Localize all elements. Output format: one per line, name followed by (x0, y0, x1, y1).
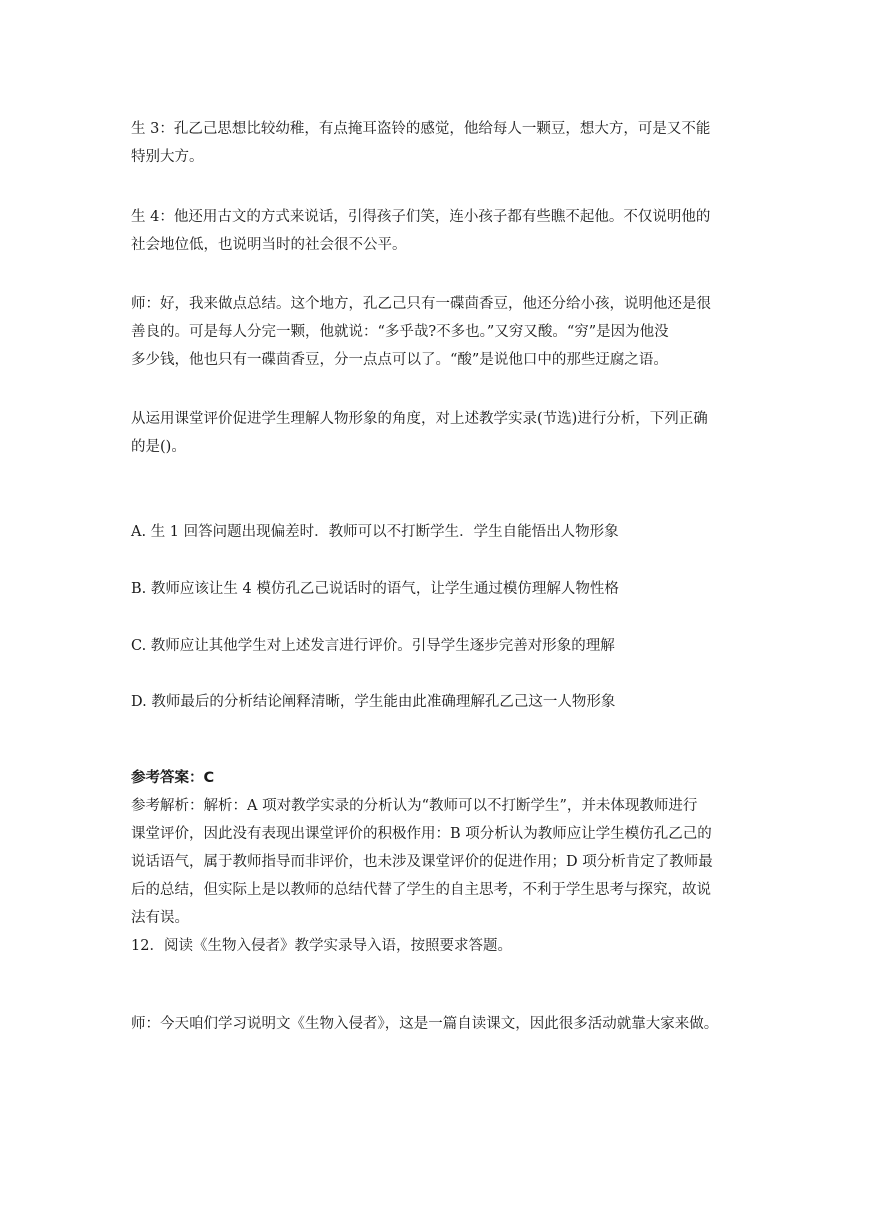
answer-section (131, 764, 741, 960)
text-line: 特别大方。 (131, 149, 204, 165)
explanation-line: 参考解析：解析：A 项对教学实录的分析认为“教师可以不打断学生”，并未体现教师进行 (131, 798, 698, 814)
text-line: 生 3：孔乙己思想比较幼稚，有点掩耳盗铃的感觉，他给每人一颗豆，想大方，可是又不能 (131, 121, 711, 137)
explanation-line: 后的总结，但实际上是以教师的总结代替了学生的自主思考，不利于学生思考与探究，故说 (131, 882, 711, 898)
option-a-text: A. 生 1 回答问题出现偏差时．教师可以不打断学生．学生自能悟出人物形象 (131, 524, 619, 540)
option-a (131, 518, 741, 546)
next-question-title: 12．阅读《生物入侵者》教学实录导入语，按照要求答题。 (131, 938, 512, 954)
student3-paragraph (131, 115, 741, 171)
option-b-text: B. 教师应该让生 4 模仿孔乙己说话时的语气，让学生通过模仿理解人物性格 (131, 581, 619, 597)
option-d-text: D. 教师最后的分析结论阐释清晰，学生能由此准确理解孔乙己这一人物形象 (131, 694, 616, 710)
text-line: 善良的。可是每人分完一颗，他就说：“多乎哉?不多也。”又穷又酸。“穷”是因为他没 (131, 324, 669, 340)
option-c-text: C. 教师应让其他学生对上述发言进行评价。引导学生逐步完善对形象的理解 (131, 638, 615, 654)
text-line: 多少钱，他也只有一碟茴香豆，分一点点可以了。“酸”是说他口中的那些迂腐之语。 (131, 352, 668, 368)
explanation-line: 课堂评价，因此没有表现出课堂评价的积极作用：B 项分析认为教师应让学生模仿孔乙己的 (131, 826, 712, 842)
teacher-summary-paragraph (131, 290, 741, 374)
option-c (131, 632, 741, 660)
text-line: 师：好，我来做点总结。这个地方，孔乙己只有一碟茴香豆，他还分给小孩，说明他还是很 (131, 296, 711, 312)
explanation-line: 说话语气，属于教师指导而非评价，也未涉及课堂评价的促进作用；D 项分析肯定了教师最 (131, 854, 713, 870)
text-line: 的是()。 (131, 439, 186, 455)
option-d (131, 688, 741, 716)
text-line: 师：今天咱们学习说明文《生物入侵者》，这是一篇自读课文，因此很多活动就靠大家来做。 (131, 1016, 719, 1032)
next-question-teacher-paragraph (131, 1010, 741, 1038)
explanation-line: 法有误。 (131, 910, 189, 926)
text-line: 社会地位低，也说明当时的社会很不公平。 (131, 237, 407, 253)
text-line: 生 4：他还用古文的方式来说话，引得孩子们笑，连小孩子都有些瞧不起他。不仅说明他的 (131, 209, 711, 225)
option-b (131, 575, 741, 603)
text-line: 从运用课堂评价促进学生理解人物形象的角度，对上述教学实录(节选)进行分析，下列正确 (131, 411, 708, 427)
answer-heading: 参考答案：C (131, 770, 215, 786)
student4-paragraph (131, 203, 741, 259)
question-stem (131, 405, 741, 461)
